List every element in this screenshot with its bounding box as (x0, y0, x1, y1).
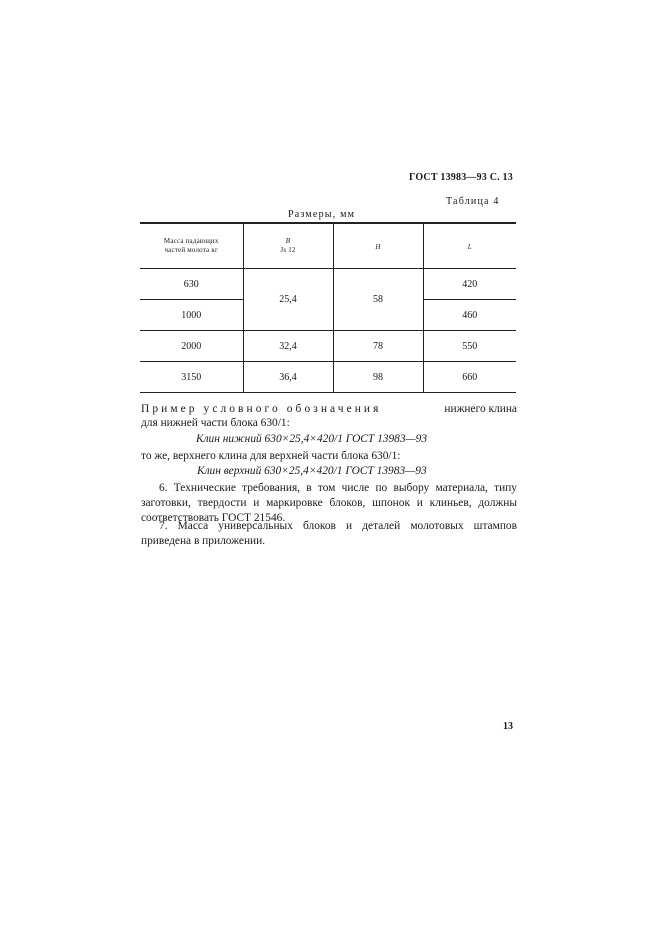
b-header-label: B (285, 237, 291, 245)
table-row (140, 331, 516, 362)
mass-cell: 2000 (140, 331, 243, 362)
l-cell: 420 (423, 269, 516, 300)
b-cell: 36,4 (243, 362, 333, 393)
designation-formula-upper-wedge: Клин верхний 630×25,4×420/1 ГОСТ 13983—93 (197, 465, 427, 477)
example-line-rest: нижнего клина (444, 403, 517, 415)
l-cell: 550 (423, 331, 516, 362)
b-cell: 25,4 (243, 269, 333, 331)
column-header-l (423, 223, 516, 269)
mass-header-line1: Масса падающих (163, 237, 219, 245)
table-title: Таблица 4 (446, 196, 500, 207)
h-cell: 78 (333, 331, 423, 362)
b-header-tolerance: Js 12 (280, 246, 296, 254)
paragraph-7: 7. Масса универсальных блоков и деталей молотовых штампов приведена в приложении. (141, 520, 517, 547)
table-caption: Размеры, мм (288, 209, 356, 220)
table-row (140, 269, 516, 300)
h-cell: 58 (333, 269, 423, 331)
l-header-label: L (467, 242, 472, 251)
b-cell: 32,4 (243, 331, 333, 362)
column-header-b (243, 223, 333, 269)
l-cell: 660 (423, 362, 516, 393)
column-header-h (333, 223, 423, 269)
mass-header-line2: частей молота кг (164, 246, 219, 254)
designation-formula-lower-wedge: Клин нижний 630×25,4×420/1 ГОСТ 13983—93 (196, 433, 428, 445)
document-header: ГОСТ 13983—93 С. 13 (409, 172, 513, 183)
example-line-2: для нижней части блока 630/1: (141, 417, 290, 429)
column-header-mass (140, 223, 243, 269)
dimensions-table (140, 222, 516, 393)
h-header-label: H (375, 242, 381, 251)
example-heading: Пример условного обозначения (141, 403, 382, 415)
paragraph-6: 6. Технические требования, в том числе по выбору материала, типу заготовки, твердости и маркировке блоков, шпонок и клиньев, должны соответствовать ГОСТ 21546. (141, 482, 517, 524)
upper-wedge-intro: то же, верхнего клина для верхней части блока 630/1: (141, 450, 401, 462)
mass-cell: 1000 (140, 300, 243, 331)
l-cell: 460 (423, 300, 516, 331)
table-row (140, 362, 516, 393)
example-designation-line (141, 402, 517, 417)
mass-cell: 630 (140, 269, 243, 300)
page-number: 13 (503, 721, 513, 732)
mass-cell: 3150 (140, 362, 243, 393)
h-cell: 98 (333, 362, 423, 393)
table-header-row (140, 223, 516, 269)
